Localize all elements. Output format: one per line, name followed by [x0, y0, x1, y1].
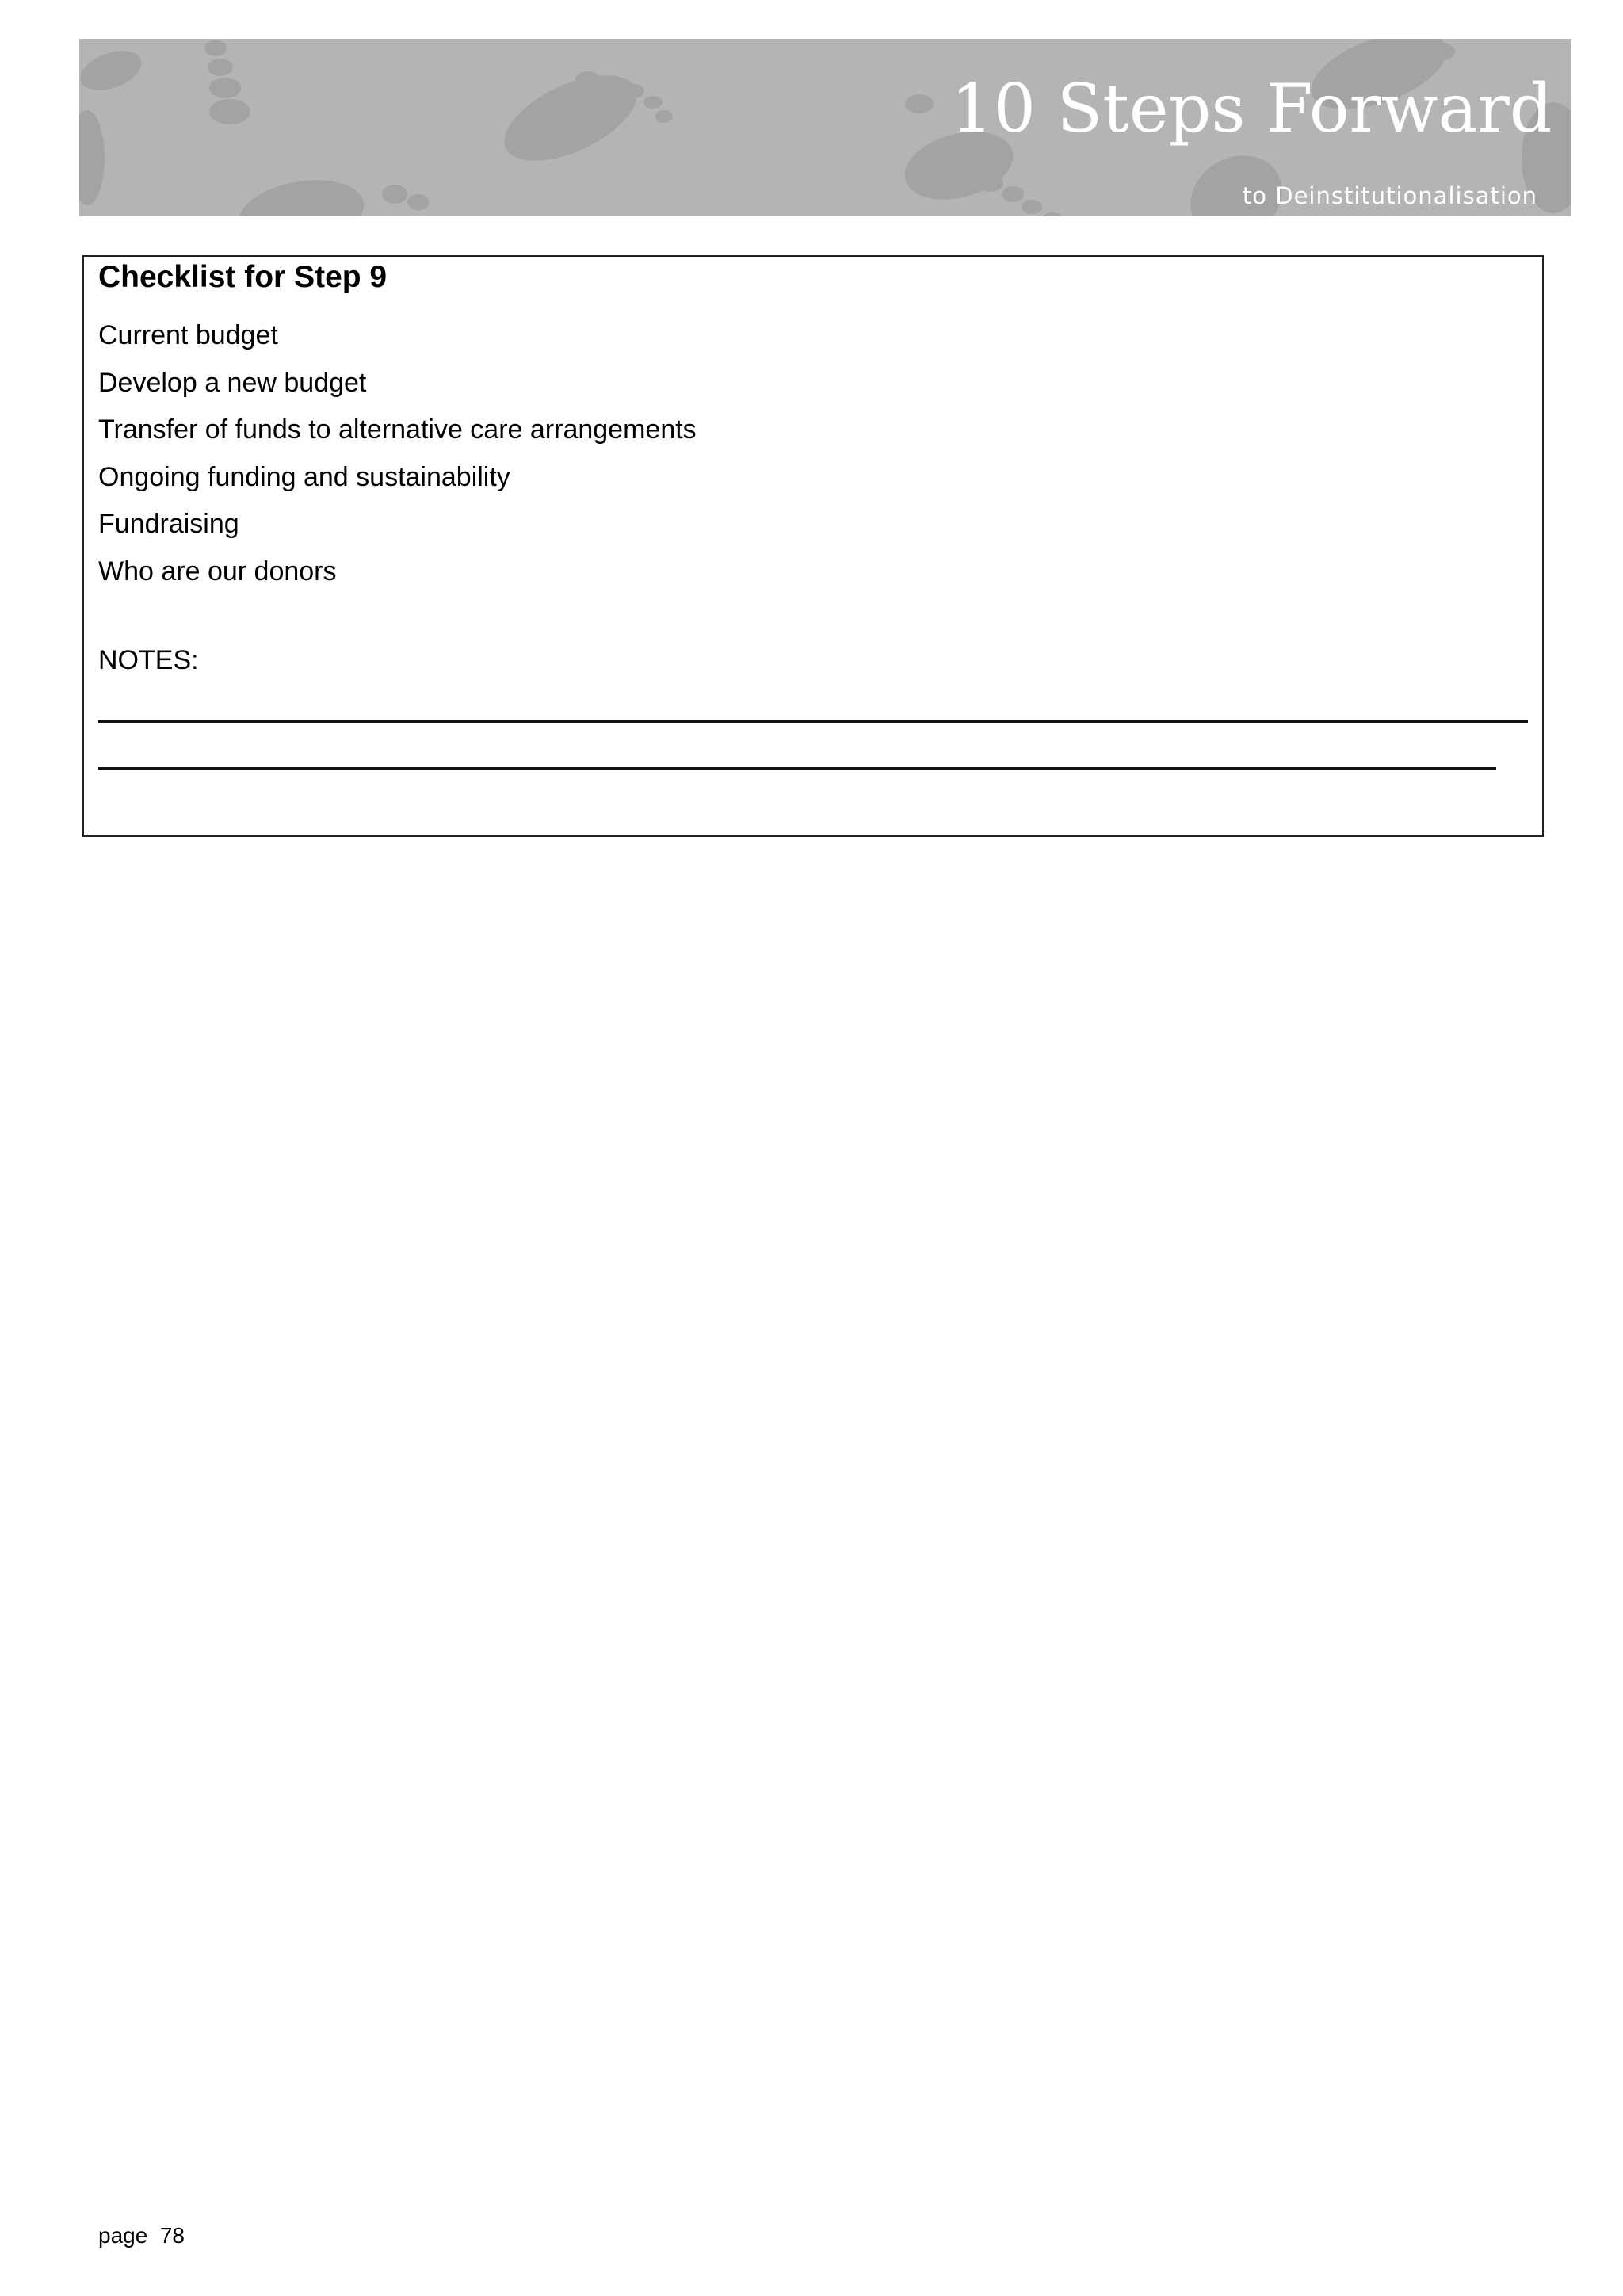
checklist-items	[98, 312, 697, 595]
checklist-item: Who are our donors	[98, 556, 337, 586]
checklist-item: Current budget	[98, 320, 278, 350]
header-banner	[79, 39, 1571, 216]
page-number: page 78	[98, 2223, 185, 2248]
notes-line	[98, 767, 1496, 770]
banner-title: 10 Steps Forward	[951, 70, 1552, 147]
banner-subtitle: to Deinstitutionalisation	[1242, 182, 1537, 209]
notes-label: NOTES:	[98, 645, 199, 675]
notes-line	[98, 720, 1528, 723]
checklist-item: Transfer of funds to alternative care arrangements	[98, 415, 697, 445]
checklist-item: Fundraising	[98, 509, 239, 539]
checklist-title: Checklist for Step 9	[98, 260, 388, 294]
checklist-item: Develop a new budget	[98, 367, 367, 398]
checklist-item: Ongoing funding and sustainability	[98, 461, 510, 492]
